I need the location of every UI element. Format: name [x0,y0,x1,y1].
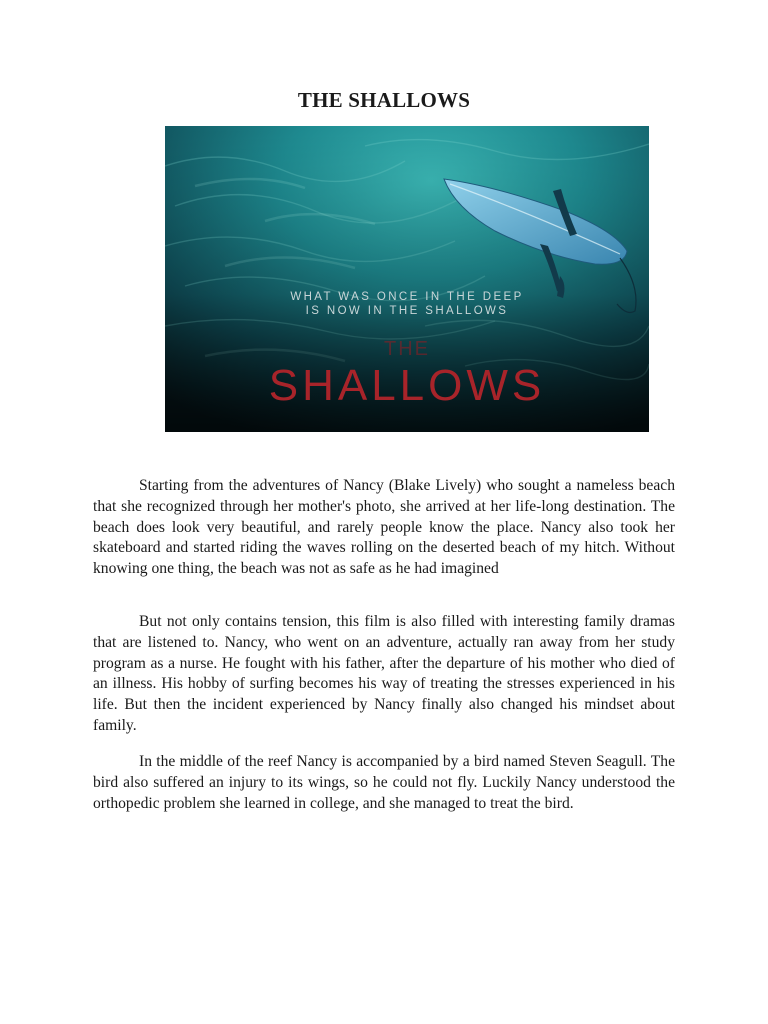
paragraph-1: Starting from the adventures of Nancy (Blake Lively) who sought a nameless beach that she recognized through her mother's photo, she arrived at her life-long destination. The beach does look very beautiful, and rarely people know the place. Nancy also took her skateboard and started riding the waves rolling on the deserted beach of my hitch. Without knowing one thing, the beach was not as safe as he had imagined [93,477,675,578]
document-title: THE SHALLOWS [297,88,471,112]
paragraph-2: But not only contains tension, this film is also filled with interesting family dramas that are listened to. Nancy, who went on an adventure, actually ran away from her study program as a nurse. He fought with his father, after the departure of his mother who died of an illness. His hobby of surfing becomes his way of treating the stresses experienced in his life. But then the incident experienced by Nancy finally also changed his mindset about family. [93,613,675,734]
poster-tagline-line-1: WHAT WAS ONCE IN THE DEEP [290,291,524,303]
poster-title-large: SHALLOWS [268,361,546,410]
paragraph-3: In the middle of the reef Nancy is accompanied by a bird named Steven Seagull. The bird also suffered an injury to its wings, so he could not fly. Luckily Nancy understood the orthopedic problem she learned in college, and she managed to treat the bird. [93,753,675,812]
poster-title-small: THE [384,338,430,360]
poster-tagline-line-2: IS NOW IN THE SHALLOWS [305,305,509,317]
movie-poster-image [165,126,649,432]
